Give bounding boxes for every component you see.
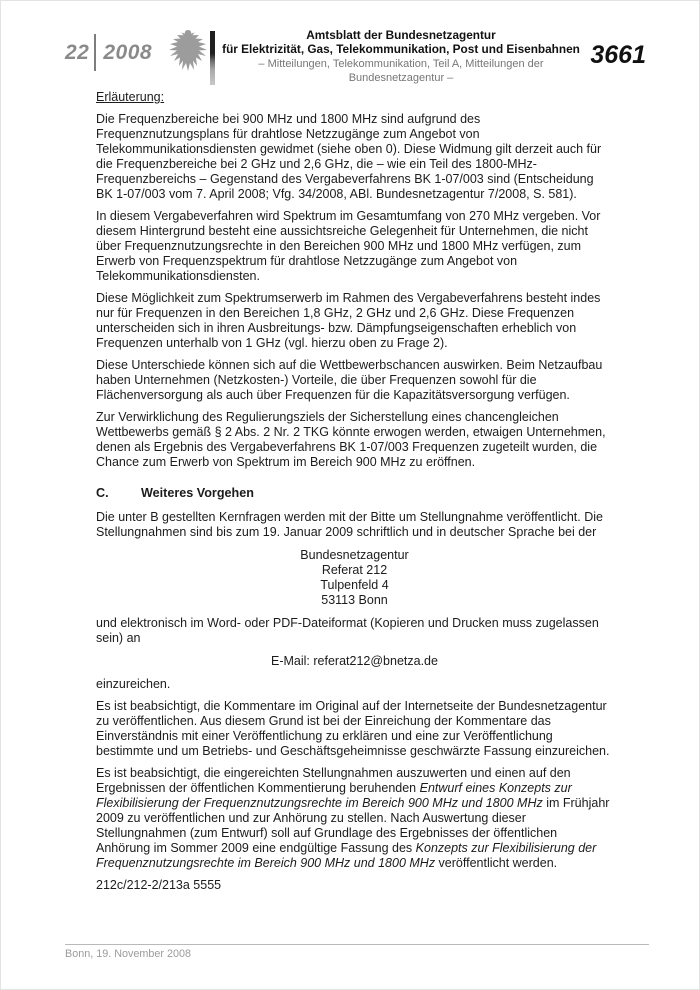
- paragraph-publication-consent: Es ist beabsichtigt, die Kommentare im Original auf der Internetseite der Bundesnetzagentur zu veröffentlichen. Aus diesem Grund ist bei der Einreichung der Kommentare das Einverständnis mit einer Veröffentlichung zu erklären und eine zur Veröffentlichung bestimmte und um Betriebs- und Geschäftsgeheimnisse geschwärzte Fassung einzureichen.: [96, 699, 610, 758]
- address-city: 53113 Bonn: [321, 593, 388, 607]
- issue-block: [65, 34, 152, 71]
- paragraph-award-procedure: In diesem Vergabeverfahren wird Spektrum im Gesamtumfang von 270 MHz vergeben. Vor diesem Hintergrund besteht eine aussichtsreiche Gelegenheit für Unternehmen, die nicht über Frequenznutzungsrechte in den Bereichen 900 MHz und 1800 MHz verfügen, zum Erwerb von Frequenzspektrum für drahtlose Netzzugänge zum Angebot von Telekommunikationsdiensten.: [96, 209, 601, 283]
- footer-place-date: Bonn, 19. November 2008: [65, 948, 192, 960]
- masthead-vertical-bar: [210, 31, 215, 85]
- section-title: Weiteres Vorgehen: [141, 486, 254, 500]
- issue-year: 2008: [103, 40, 153, 64]
- paragraph-frequency-dedication: Die Frequenzbereiche bei 900 MHz und 1800 MHz sind aufgrund des Frequenznutzungsplans für drahtlose Netzzugänge zum Angebot von Telekommunikationsdiensten gewidmet (siehe oben 0). Diese Widmung gilt derzeit auch für die Frequenzbereiche bei 2 GHz und 2,6 GHz, die – wie ein Teil des 1800-MHz-Frequenzbereichs – Gegenstand des Vergabeverfahrens BK 1-07/003 sind (Entscheidung BK 1-07/003 vom 7. April 2008; Vfg. 34/2008, ABl. Bundesnetzagentur 7/2008, S. 581).: [96, 112, 602, 201]
- explanation-label: Erläuterung:: [96, 90, 165, 104]
- address-unit: Referat 212: [321, 563, 388, 577]
- address-street: Tulpenfeld 4: [320, 578, 389, 592]
- postal-address-block: [96, 548, 613, 608]
- masthead-title-line1: Amtsblatt der Bundesnetzagentur: [306, 28, 496, 42]
- document-body: [96, 90, 613, 900]
- issue-divider-rule: [94, 34, 96, 71]
- paragraph-concept-timeline: Es ist beabsichtigt, die eingereichten Stellungnahmen auszuwerten und einen auf den Ergebnissen der öffentlichen Kommentierung beruhenden Entwurf eines Konzepts zur Flexibilisierung der Frequenznutzungsrechte im Bereich 900 MHz und 1800 MHz im Frühjahr 2009 zu veröffentlichen und zur Anhörung zu stellen. Nach Auswertung dieser Stellungnahmen (zum Entwurf) soll auf Grundlage des Ergebnisses der öffentlichen Anhörung im Sommer 2009 eine endgültige Fassung des Konzepts zur Flexibilisierung der Frequenznutzungsrechte im Bereich 900 MHz und 1800 MHz veröffentlicht werden.: [96, 766, 610, 870]
- masthead-title-line2: für Elektrizität, Gas, Telekommunikation, Post und Eisenbahnen: [222, 42, 580, 56]
- federal-eagle-icon: [168, 27, 208, 71]
- page-footer: [65, 944, 649, 960]
- masthead-title: [221, 28, 581, 85]
- section-heading-c: [96, 486, 613, 501]
- issue-number: 22: [65, 40, 90, 64]
- address-agency: Bundesnetzagentur: [300, 548, 409, 562]
- section-number: C.: [96, 486, 109, 500]
- file-reference: 212c/212-2/213a 5555: [96, 878, 222, 892]
- email-line: E-Mail: referat212@bnetza.de: [271, 654, 438, 668]
- paragraph-spectrum-acquisition: Diese Möglichkeit zum Spektrumserwerb im Rahmen des Vergabeverfahrens besteht indes nur für Frequenzen in den Bereichen 1,8 GHz, 2 GHz und 2,6 GHz. Diese Frequenzen unterscheiden sich in ihren Ausbreitungs- bzw. Dämpfungseigenschaften erheblich von Frequenzen unterhalb von 1 GHz (vgl. hierzu oben zu Frage 2).: [96, 291, 601, 350]
- paragraph-regulatory-goal: Zur Verwirklichung des Regulierungsziels der Sicherstellung eines chancengleichen Wettbewerbs gemäß § 2 Abs. 2 Nr. 2 TKG könnte erwogen werden, etwaigen Unternehmen, denen als Ergebnis des Vergabeverfahrens BK 1-07/003 Frequenzen zugeteilt wurden, die Chance zum Erwerb von Spektrum im Bereich 900 MHz zu eröffnen.: [96, 410, 606, 469]
- page-number: 3661: [590, 41, 646, 69]
- masthead-subtitle: – Mitteilungen, Telekommunikation, Teil A, Mitteilungen der Bundesnetzagentur –: [258, 58, 544, 84]
- paragraph-submit: einzureichen.: [96, 677, 171, 691]
- paragraph-electronic-format: und elektronisch im Word- oder PDF-Dateiformat (Kopieren und Drucken muss zugelassen sein) an: [96, 616, 599, 645]
- paragraph-consultation-invite: Die unter B gestellten Kernfragen werden mit der Bitte um Stellungnahme veröffentlicht. Die Stellungnahmen sind bis zum 19. Januar 2009 schriftlich und in deutscher Sprache bei der: [96, 510, 603, 539]
- paragraph-competition-effects: Diese Unterschiede können sich auf die Wettbewerbschancen auswirken. Beim Netzaufbau haben Unternehmen (Netzkosten-) Vorteile, die über Frequenzen sowohl für die Flächenversorgung als auch über Frequenzen für die Kapazitätsversorgung verfügen.: [96, 358, 603, 402]
